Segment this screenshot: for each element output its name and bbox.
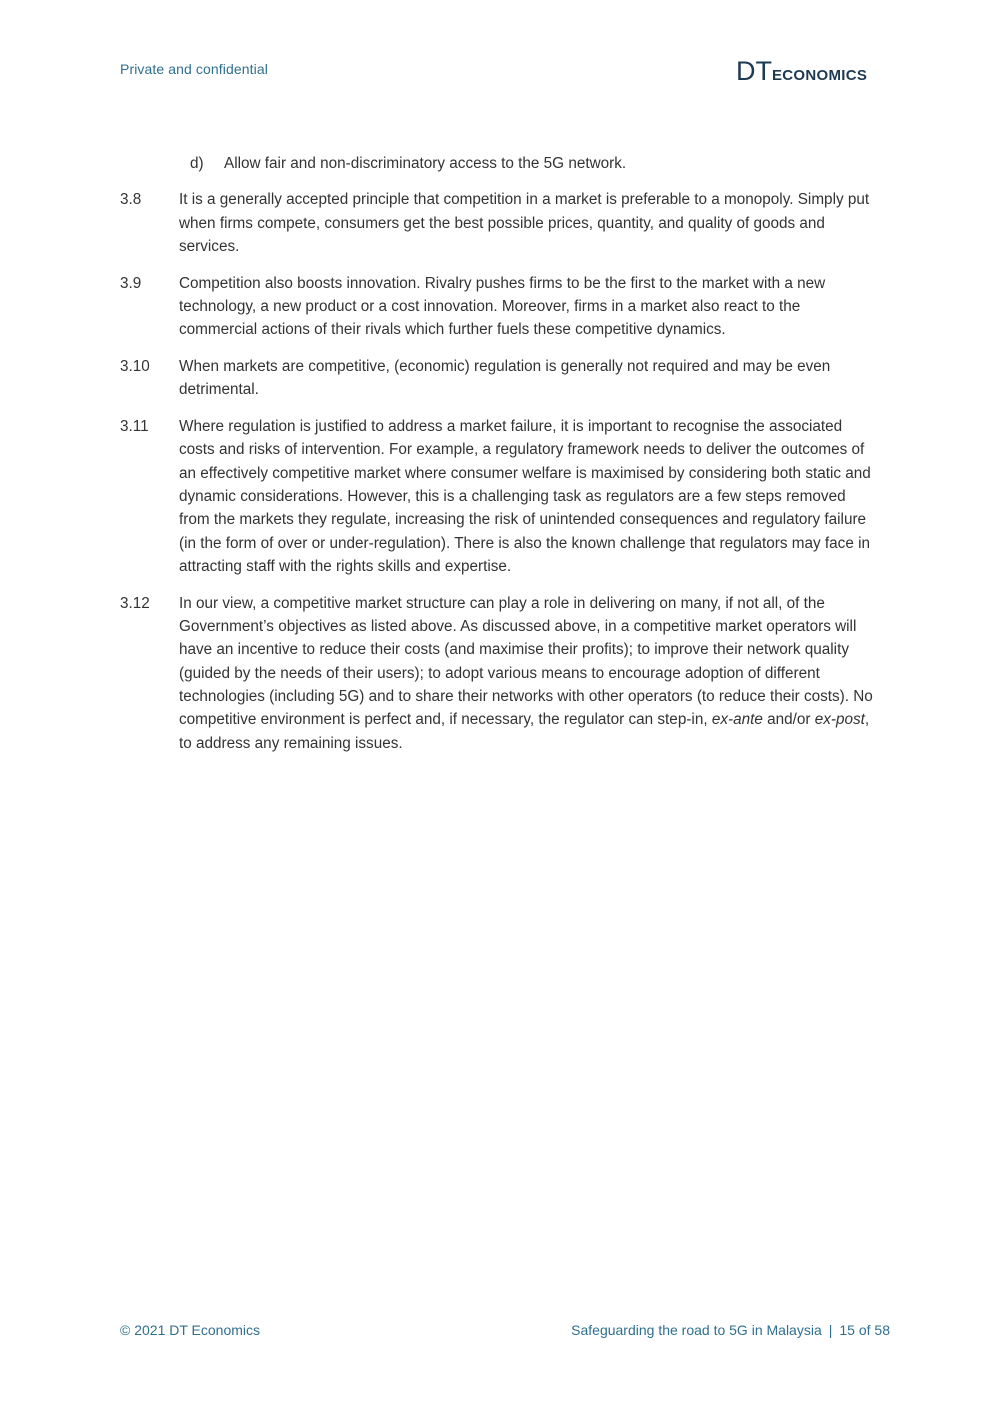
page-number: 15 of 58 — [839, 1322, 890, 1338]
paragraph-number: 3.11 — [120, 418, 149, 436]
paragraph-number: 3.12 — [120, 594, 150, 612]
paragraph-text-part: and/or — [762, 711, 815, 729]
paragraph-3-12 — [120, 592, 875, 755]
paragraph-number: 3.8 — [120, 191, 142, 209]
footer-page-info — [571, 1322, 890, 1338]
logo-dt-text: DT — [736, 56, 772, 86]
paragraph-text: When markets are competitive, (economic) regulation is generally not required and may be even detrimental. — [179, 358, 831, 399]
paragraph-number: 3.10 — [120, 358, 150, 376]
logo-economics-text: ECONOMICS — [772, 67, 868, 84]
italic-term-ex-post: ex-post — [814, 711, 865, 729]
confidentiality-label: Private and confidential — [120, 61, 268, 77]
paragraph-text-part: In our view, a competitive market structure can play a role in delivering on many, if not all, of the Government’s objectives as listed above. As discussed above, in a competitive market operators will have an incentive to reduce their costs (and maximise their profits); to improve their network quality (guided by the needs of their users); to adopt various means to encourage adoption of different technologies (including 5G) and to share their networks with other operators (to reduce their costs). No competitive environment is perfect and, if necessary, the regulator can step-in, — [179, 594, 873, 729]
paragraph-text — [179, 592, 875, 755]
paragraph-3-9 — [120, 272, 875, 342]
paragraph-text: It is a generally accepted principle that competition in a market is preferable to a monopoly. Simply put when firms compete, consumers get the best possible prices, quantity, and quality of goods and services. — [179, 191, 870, 255]
list-marker: d) — [190, 155, 204, 172]
footer-document-title: Safeguarding the road to 5G in Malaysia — [571, 1322, 822, 1338]
paragraph-number: 3.9 — [120, 274, 142, 292]
paragraph-3-11 — [120, 415, 875, 578]
list-item-text: Allow fair and non-discriminatory access to the 5G network. — [224, 155, 627, 172]
italic-term-ex-ante: ex-ante — [711, 711, 763, 729]
footer-separator: | — [828, 1322, 833, 1338]
paragraph-3-8 — [120, 188, 875, 258]
footer-copyright: © 2021 DT Economics — [120, 1322, 261, 1338]
dt-economics-logo — [736, 56, 867, 87]
paragraph-text: Where regulation is justified to address a market failure, it is important to recognise the associated costs and risks of intervention. For example, a regulatory framework needs to deliver the outcomes of an effectively competitive market where consumer welfare is maximised by considering both static and dynamic considerations. However, this is a challenging task as regulators are a few steps removed from the markets they regulate, increasing the risk of unintended consequences and regulatory failure (in the form of over or under-regulation). There is also the known challenge that regulators may face in attracting staff with the rights skills and expertise. — [179, 418, 871, 575]
document-body — [120, 152, 875, 768]
paragraph-text-part: , to address any remaining issues. — [179, 711, 870, 752]
list-item-d — [190, 152, 875, 175]
paragraph-3-10 — [120, 355, 875, 402]
paragraph-text: Competition also boosts innovation. Rivalry pushes firms to be the first to the market with a new technology, a new product or a cost innovation. Moreover, firms in a market also react to the commercial actions of their rivals which further fuels these competitive dynamics. — [179, 274, 826, 339]
